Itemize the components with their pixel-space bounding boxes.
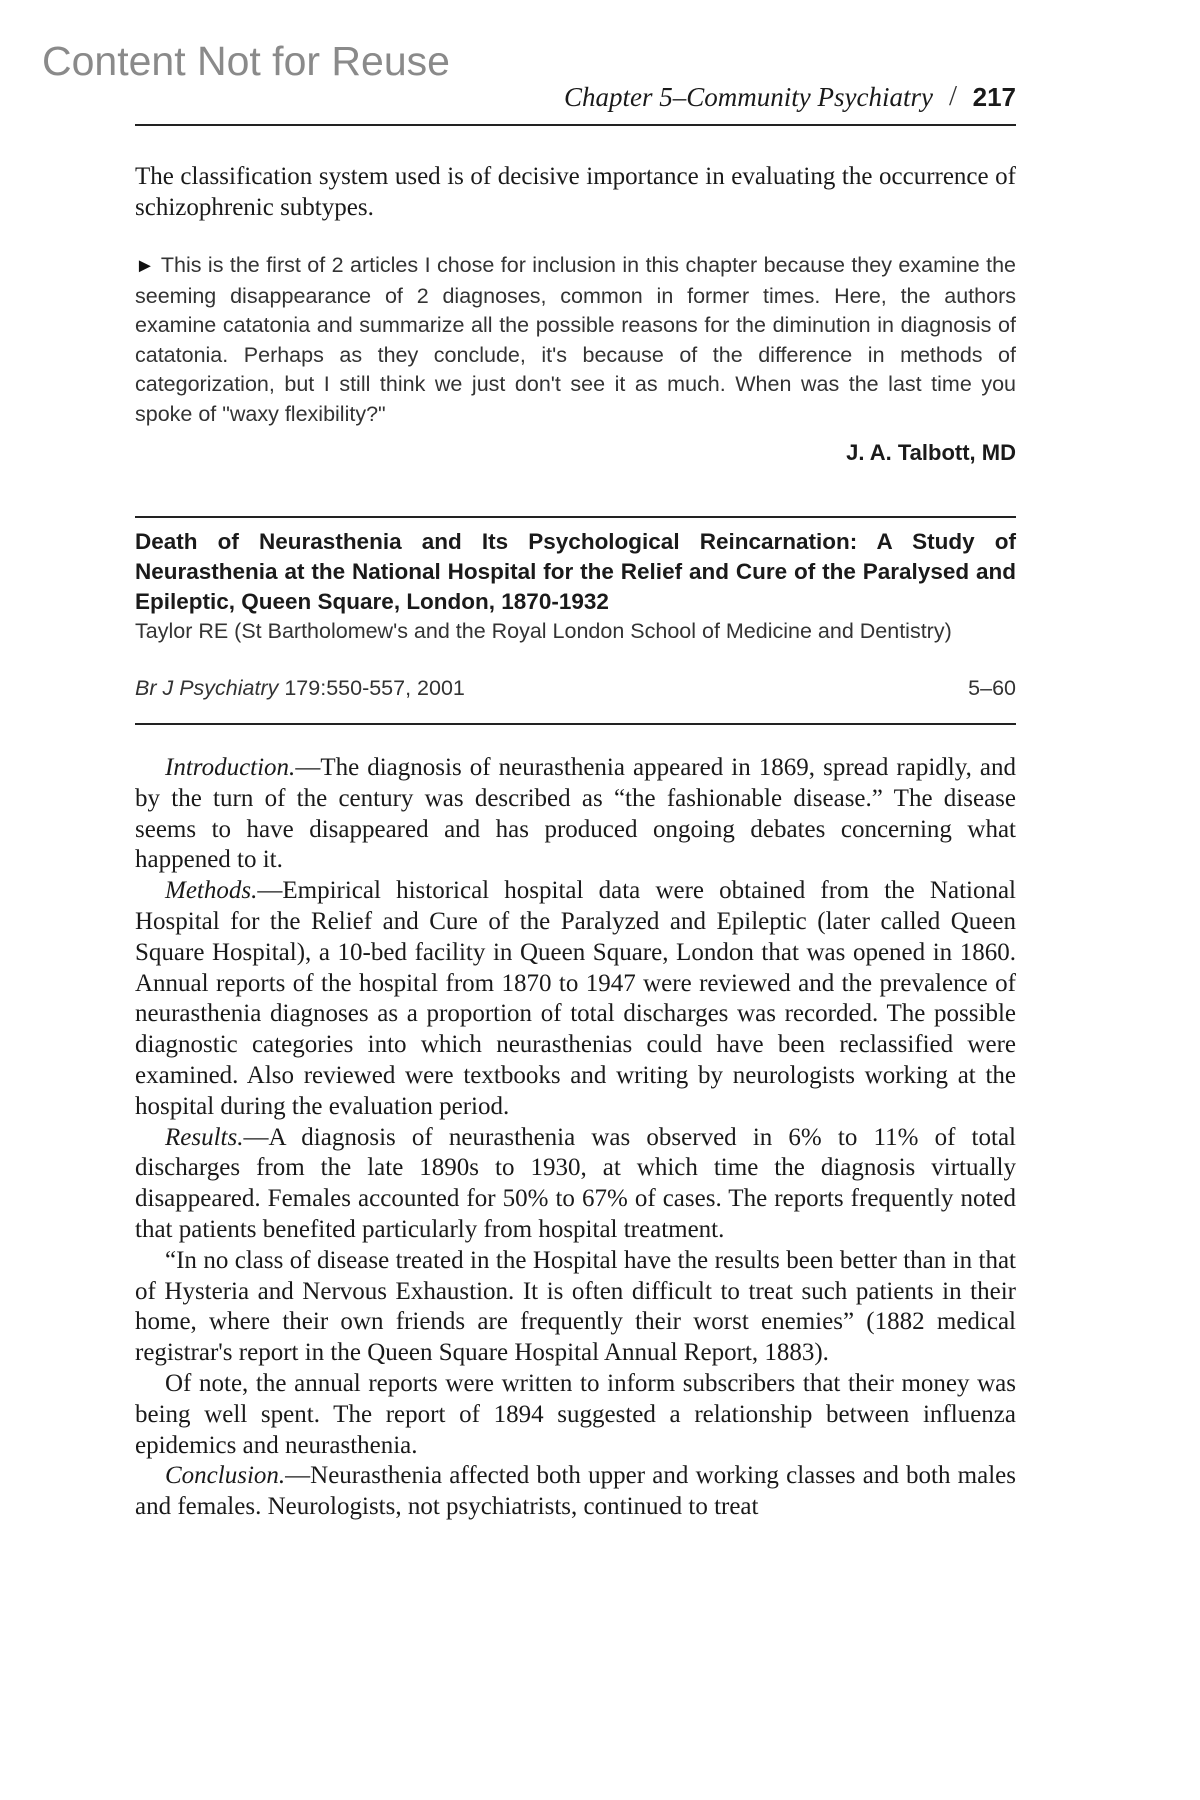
header-separator: / <box>948 80 957 112</box>
paragraph-text: “In no class of disease treated in the Hospital have the results been better than in that of Hysteria and Nervous Exhaustion. It is often difficult to treat such patients in their home, where their own friends are frequently their worst enemies” (1882 medical registrar's report in the Queen Square Hospital Annual Report, 1883). <box>135 1246 1016 1367</box>
editor-commentary <box>135 251 1016 429</box>
paragraph-text: —A diagnosis of neurasthenia was observed in 6% to 11% of total discharges from the late 1890s to 1930, at which time the diagnosis virtually disappeared. Females accounted for 50% to 67% of cases. The reports frequently noted that patients benefited particularly from hospital treatment. <box>135 1123 1016 1243</box>
section-label: Results. <box>165 1123 244 1151</box>
abstract-paragraph <box>135 1123 1016 1246</box>
abstract-body <box>135 753 1016 1523</box>
section-label: Conclusion. <box>165 1462 286 1490</box>
paragraph-text: —Neurasthenia affected both upper and working classes and both males and females. Neurologists, not psychiatrists, continued to treat <box>135 1462 1016 1521</box>
intro-paragraph: The classification system used is of decisive importance in evaluating the occurrence of schizophrenic subtypes. <box>135 163 1016 221</box>
commentary-signature: J. A. Talbott, MD <box>846 440 1016 465</box>
abstract-paragraph <box>135 876 1016 1122</box>
reference-number: 5–60 <box>968 676 1016 700</box>
article-title: Death of Neurasthenia and Its Psychological Reincarnation: A Study of Neurasthenia at the National Hospital for the Relief and Cure of the Paralysed and Epileptic, Queen Square, London, 1870-1932 <box>135 529 1016 614</box>
journal-citation: 179:550-557, 2001 <box>278 676 465 700</box>
section-divider-bottom <box>135 723 1016 725</box>
section-divider-top <box>135 516 1016 518</box>
section-label: Methods. <box>165 877 258 905</box>
chapter-title: Chapter 5–Community Psychiatry <box>564 82 933 112</box>
abstract-paragraph <box>135 1461 1016 1523</box>
arrow-marker-icon: ► <box>135 255 155 277</box>
commentary-text: This is the first of 2 articles I chose for inclusion in this chapter because they examine the seeming disappearance of 2 diagnoses, common in former times. Here, the authors examine catatonia and summarize all the possible reasons for the diminution in diagnosis of catatonia. Perhaps as they conclude, it's because of the difference in methods of categorization, but I still think we just don't see it as much. When was the last time you spoke of "waxy flexibility?" <box>135 253 1017 426</box>
paragraph-text: —Empirical historical hospital data were obtained from the National Hospital for the Relief and Cure of the Paralyzed and Epileptic (later called Queen Square Hospital), a 10-bed facility in Queen Square, London that was opened in 1860. Annual reports of the hospital from 1870 to 1947 were reviewed and the prevalence of neurasthenia diagnoses as a proportion of total discharges was recorded. The possible diagnostic categories into which neurasthenias could have been reclassified were examined. Also reviewed were textbooks and writing by neurologists working at the hospital during the evaluation period. <box>135 877 1016 1120</box>
paragraph-text: —The diagnosis of neurasthenia appeared in 1869, spread rapidly, and by the turn of the century was described as “the fashionable disease.” The disease seems to have disappeared and has produced ongoing debates concerning what happened to it. <box>135 754 1016 874</box>
journal-name: Br J Psychiatry <box>135 676 279 700</box>
page-number: 217 <box>972 82 1016 112</box>
page-header <box>135 78 1016 126</box>
article-citation <box>135 676 1016 706</box>
section-label: Introduction. <box>165 754 296 781</box>
abstract-paragraph <box>135 1369 1016 1461</box>
abstract-paragraph <box>135 1246 1016 1369</box>
watermark: Content Not for Reuse <box>42 38 450 84</box>
paragraph-text: Of note, the annual reports were written to inform subscribers that their money was being well spent. The report of 1894 suggested a relationship between influenza epidemics and neurasthenia. <box>135 1369 1016 1459</box>
article-authors: Taylor RE (St Bartholomew's and the Royal London School of Medicine and Dentistry) <box>135 619 952 643</box>
abstract-paragraph <box>135 753 1016 876</box>
